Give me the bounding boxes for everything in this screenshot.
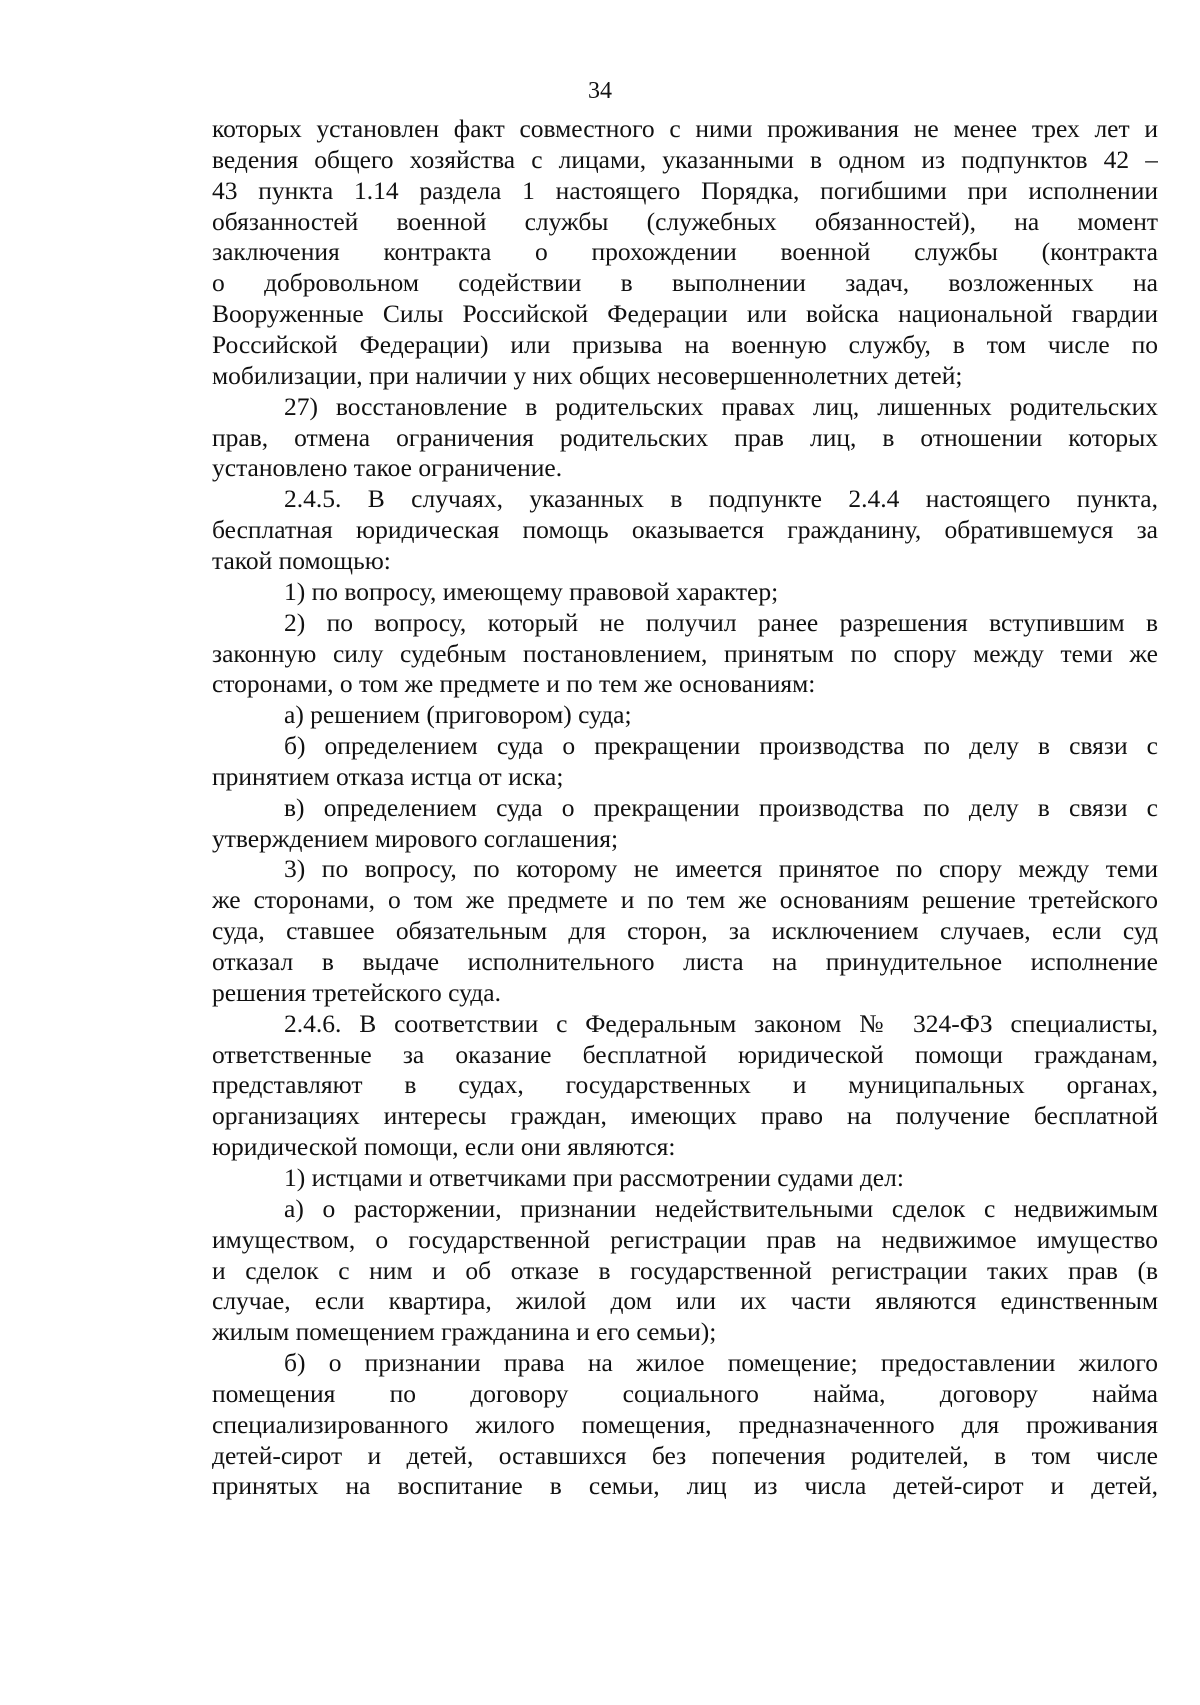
text-line: принятием отказа истца от иска; [212,761,564,791]
text-line: решения третейского суда. [212,977,501,1007]
text-line: о добровольном содействии в выполнении задач, возложенных на [212,268,1158,298]
page-number: 34 [588,78,612,104]
text-line: которых установлен факт совместного с ними проживания не менее трех лет и [212,114,1158,143]
text-line: юридической помощи, если они являются: [212,1132,676,1162]
text-line: обязанностей военной службы (служебных обязанностей), на момент [212,206,1158,236]
text-line: детей-сирот и детей, оставшихся без попечения родителей, в том числе [212,1440,1158,1470]
text-line: ответственные за оказание бесплатной юридической помощи гражданам, [212,1039,1158,1069]
paragraph-first-line: 1) по вопросу, имеющему правовой характер; [284,576,779,606]
paragraph-first-line: б) определением суда о прекращении производства по делу в связи с [284,731,1158,760]
text-line: бесплатная юридическая помощь оказывается гражданину, обратившемуся за [212,515,1158,544]
text-line: Российской Федерации) или призыва на военную службу, в том числе по [212,330,1158,359]
paragraph-first-line: б) о признании права на жилое помещение; предоставлении жилого [284,1348,1158,1377]
text-line: и сделок с ним и об отказе в государственной регистрации таких прав (в [212,1255,1158,1285]
text-line: принятых на воспитание в семьи, лиц из числа детей-сирот и детей, [212,1471,1158,1501]
text-line: мобилизации, при наличии у них общих несовершеннолетних детей; [212,360,963,390]
text-line: утверждением мирового соглашения; [212,823,619,853]
text-line: 43 пункта 1.14 раздела 1 настоящего Порядка, погибшими при исполнении [212,175,1158,205]
text-line: имуществом, о государственной регистрации прав на недвижимое имущество [212,1224,1158,1254]
text-line: такой помощью: [212,545,391,575]
text-line: ведения общего хозяйства с лицами, указанными в одном из подпунктов 42 – [212,144,1158,174]
paragraph-first-line: 3) по вопросу, по которому не имеется принятое по спору между теми [284,854,1158,884]
paragraph-first-line: 2.4.5. В случаях, указанных в подпункте 2.4.4 настоящего пункта, [284,484,1158,514]
text-line: организациях интересы граждан, имеющих право на получение бесплатной [212,1101,1158,1131]
paragraph-first-line: а) о расторжении, признании недействительными сделок с недвижимым [284,1193,1158,1223]
text-line: заключения контракта о прохождении военной службы (контракта [212,237,1158,267]
text-line: жилым помещением гражданина и его семьи); [212,1317,717,1347]
paragraph-first-line: в) определением суда о прекращении производства по делу в связи с [284,792,1158,822]
text-line: же сторонами, о том же предмете и по тем же основаниям решение третейского [212,885,1158,915]
paragraph-first-line: 1) истцами и ответчиками при рассмотрении судами дел: [284,1162,904,1192]
text-line: помещения по договору социального найма, договору найма [212,1378,1158,1408]
paragraph-first-line: 27) восстановление в родительских правах лиц, лишенных родительских [284,391,1158,421]
text-line: сторонами, о том же предмете и по тем же основаниям: [212,669,816,699]
text-line: прав, отмена ограничения родительских прав лиц, в отношении которых [212,422,1158,452]
text-line: установлено такое ограничение. [212,453,563,483]
text-line: отказал в выдаче исполнительного листа на принудительное исполнение [212,947,1158,976]
text-line: случае, если квартира, жилой дом или их части являются единственным [212,1286,1158,1316]
text-line: законную силу судебным постановлением, принятым по спору между теми же [212,638,1158,668]
text-line: суда, ставшее обязательным для сторон, за исключением случаев, если суд [212,916,1158,946]
text-line: представляют в судах, государственных и муниципальных органах, [212,1070,1158,1100]
text-line: специализированного жилого помещения, предназначенного для проживания [212,1409,1158,1439]
paragraph-first-line: а) решением (приговором) суда; [284,700,632,730]
text-line: Вооруженные Силы Российской Федерации или войска национальной гвардии [212,299,1158,329]
paragraph-first-line: 2.4.6. В соответствии с Федеральным законом № 324-ФЗ специалисты, [284,1008,1158,1038]
paragraph-first-line: 2) по вопросу, который не получил ранее разрешения вступившим в [284,607,1158,637]
